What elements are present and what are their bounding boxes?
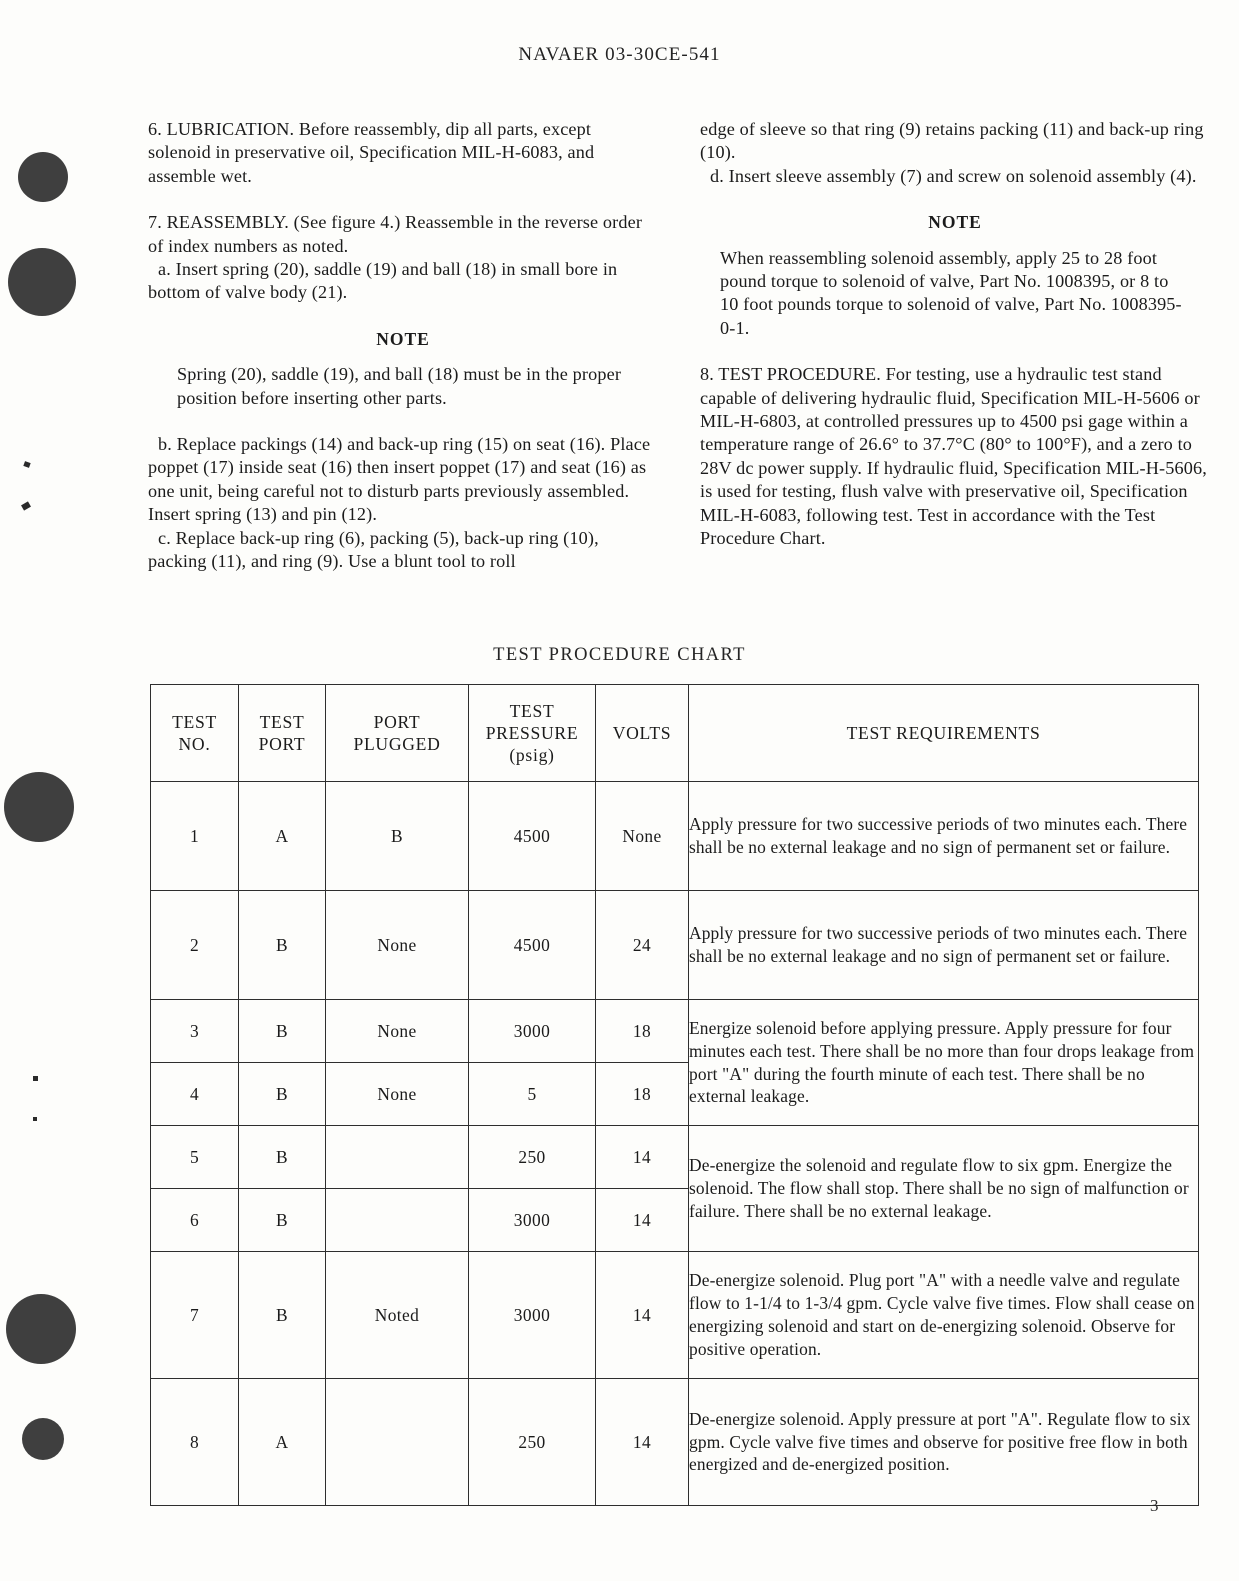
cell-test-no: 2 bbox=[151, 891, 239, 1000]
header-line: TEST bbox=[172, 712, 217, 732]
test-procedure-table bbox=[150, 684, 1199, 1506]
cell-volts: 14 bbox=[596, 1379, 689, 1506]
paragraph-8-test-procedure: 8. TEST PROCEDURE. For testing, use a hydraulic test stand capable of delivering hydraulic fluid, Specification MIL-H-5606 or MIL-H-6803, at controlled pressures up to 4500 psi gage within a temperature range of 26.6° to 37.7°C (80° to 100°F), and a zero to 28V dc power supply. If hydraulic fluid, Specification MIL-H-5606, is used for testing, flush valve with preservative oil, Specification MIL-H-6083, following test. Test in accordance with the Test Procedure Chart. bbox=[700, 364, 1207, 549]
cell-test-port: A bbox=[239, 782, 326, 891]
column-header-test-port bbox=[239, 685, 326, 782]
cell-test-pressure: 3000 bbox=[469, 1252, 596, 1379]
paragraph-7-step-b: b. Replace packings (14) and back-up ring (15) on seat (16). Place poppet (17) inside seat (16) then insert poppet (17) and seat (16) as one unit, being careful not to disturb parts previously assembled. Insert spring (13) and pin (12). bbox=[148, 434, 651, 525]
punch-hole-mark-3 bbox=[4, 772, 74, 842]
cell-test-requirements: Energize solenoid before applying pressure. Apply pressure for four minutes each test. There shall be no more than four drops leakage from port "A" during the fourth minute of each test. There shall be no external leakage. bbox=[689, 1000, 1199, 1126]
table-row bbox=[151, 1379, 1199, 1506]
table-row bbox=[151, 1252, 1199, 1379]
cell-port-plugged bbox=[326, 1126, 469, 1189]
cell-test-port: B bbox=[239, 891, 326, 1000]
cell-test-pressure: 250 bbox=[469, 1379, 596, 1506]
note-body-right: When reassembling solenoid assembly, apply 25 to 28 foot pound torque to solenoid of valve, Part No. 1008395, or 8 to 10 foot pounds torque to solenoid of valve, Part No. 1008395-0-1. bbox=[720, 247, 1182, 338]
column-header-test-no bbox=[151, 685, 239, 782]
header-line: PLUGGED bbox=[353, 734, 441, 754]
header-line: (psig) bbox=[509, 745, 555, 765]
cell-volts: 14 bbox=[596, 1126, 689, 1189]
scan-speck-2 bbox=[21, 501, 31, 510]
cell-port-plugged: None bbox=[326, 891, 469, 1000]
cell-port-plugged: None bbox=[326, 1000, 469, 1063]
cell-volts: 14 bbox=[596, 1189, 689, 1252]
column-header-port-plugged bbox=[326, 685, 469, 782]
cell-test-pressure: 5 bbox=[469, 1063, 596, 1126]
table-row bbox=[151, 1126, 1199, 1189]
document-header-number: NAVAER 03-30CE-541 bbox=[518, 44, 721, 65]
cell-test-no: 1 bbox=[151, 782, 239, 891]
cell-test-no: 5 bbox=[151, 1126, 239, 1189]
paragraph-7-step-a: a. Insert spring (20), saddle (19) and ball (18) in small bore in bottom of valve body (21). bbox=[148, 259, 618, 303]
punch-hole-mark-1 bbox=[18, 152, 68, 202]
cell-test-no: 7 bbox=[151, 1252, 239, 1379]
table-row bbox=[151, 782, 1199, 891]
cell-test-requirements: De-energize solenoid. Plug port "A" with a needle valve and regulate flow to 1-1/4 to 1-3/4 gpm. Cycle valve five times. Flow shall cease on energizing solenoid and start on de-energizing solenoid. Observe for positive operation. bbox=[689, 1252, 1199, 1379]
table-row bbox=[151, 891, 1199, 1000]
cell-volts: 24 bbox=[596, 891, 689, 1000]
cell-test-no: 4 bbox=[151, 1063, 239, 1126]
paragraph-7-reassembly: 7. REASSEMBLY. (See figure 4.) Reassemble in the reverse order of index numbers as noted. bbox=[148, 212, 643, 256]
scan-speck-4 bbox=[33, 1117, 37, 1121]
punch-hole-mark-5 bbox=[22, 1418, 64, 1460]
table-header-row bbox=[151, 685, 1199, 782]
cell-volts: 18 bbox=[596, 1063, 689, 1126]
cell-test-pressure: 250 bbox=[469, 1126, 596, 1189]
cell-test-no: 6 bbox=[151, 1189, 239, 1252]
cell-test-port: B bbox=[239, 1063, 326, 1126]
header-line: PORT bbox=[258, 734, 306, 754]
cell-test-requirements: Apply pressure for two successive periods of two minutes each. There shall be no external leakage and no sign of permanent set or failure. bbox=[689, 891, 1199, 1000]
scan-speck-1 bbox=[23, 461, 30, 468]
note-heading-left: NOTE bbox=[376, 328, 430, 349]
header-line: PORT bbox=[373, 712, 421, 732]
cell-volts: 18 bbox=[596, 1000, 689, 1063]
test-procedure-chart-title: TEST PROCEDURE CHART bbox=[493, 645, 746, 665]
table-row bbox=[151, 1000, 1199, 1063]
paragraph-7-step-d: d. Insert sleeve assembly (7) and screw on solenoid assembly (4). bbox=[710, 165, 1197, 186]
paragraph-7-step-c: c. Replace back-up ring (6), packing (5), back-up ring (10), packing (11), and ring (9). Use a blunt tool to roll bbox=[148, 527, 599, 572]
left-text-column bbox=[148, 118, 658, 574]
header-line: NO. bbox=[178, 734, 211, 754]
cell-port-plugged: None bbox=[326, 1063, 469, 1126]
cell-test-port: B bbox=[239, 1126, 326, 1189]
header-line: VOLTS bbox=[612, 723, 672, 743]
right-text-column bbox=[700, 118, 1210, 551]
cell-test-requirements: De-energize the solenoid and regulate flow to six gpm. Energize the solenoid. The flow shall stop. There shall be no sign of malfunction or failure. There shall be no external leakage. bbox=[689, 1126, 1199, 1252]
cell-test-requirements: De-energize solenoid. Apply pressure at port "A". Regulate flow to six gpm. Cycle valve five times and observe for positive free flow in both energized and de-energized position. bbox=[689, 1379, 1199, 1506]
cell-test-pressure: 4500 bbox=[469, 782, 596, 891]
header-line: TEST REQUIREMENTS bbox=[846, 723, 1041, 743]
column-header-test-pressure bbox=[469, 685, 596, 782]
paragraph-7-step-c-continued: edge of sleeve so that ring (9) retains packing (11) and back-up ring (10). bbox=[700, 119, 1204, 163]
page-number: 3 bbox=[1150, 1496, 1159, 1515]
column-header-test-requirements bbox=[689, 685, 1199, 782]
header-line: TEST bbox=[259, 712, 305, 732]
paragraph-6-lubrication: 6. LUBRICATION. Before reassembly, dip all parts, except solenoid in preservative oil, Specification MIL-H-6083, and assemble wet. bbox=[148, 119, 595, 186]
cell-volts: None bbox=[596, 782, 689, 891]
cell-test-requirements: Apply pressure for two successive periods of two minutes each. There shall be no external leakage and no sign of permanent set or failure. bbox=[689, 782, 1199, 891]
punch-hole-mark-2 bbox=[8, 248, 76, 316]
cell-test-pressure: 4500 bbox=[469, 891, 596, 1000]
note-heading-right: NOTE bbox=[928, 212, 982, 233]
cell-port-plugged bbox=[326, 1379, 469, 1506]
cell-test-port: B bbox=[239, 1252, 326, 1379]
header-line: TEST bbox=[509, 701, 555, 721]
scan-speck-3 bbox=[33, 1076, 38, 1081]
cell-test-port: B bbox=[239, 1189, 326, 1252]
cell-test-no: 8 bbox=[151, 1379, 239, 1506]
cell-test-pressure: 3000 bbox=[469, 1189, 596, 1252]
cell-test-pressure: 3000 bbox=[469, 1000, 596, 1063]
cell-volts: 14 bbox=[596, 1252, 689, 1379]
cell-test-port: B bbox=[239, 1000, 326, 1063]
column-header-volts bbox=[596, 685, 689, 782]
header-line: PRESSURE bbox=[485, 723, 579, 743]
punch-hole-mark-4 bbox=[6, 1294, 76, 1364]
cell-test-port: A bbox=[239, 1379, 326, 1506]
test-procedure-chart-wrapper bbox=[150, 684, 1198, 1506]
cell-port-plugged: B bbox=[326, 782, 469, 891]
cell-port-plugged: Noted bbox=[326, 1252, 469, 1379]
cell-port-plugged bbox=[326, 1189, 469, 1252]
note-body-left: Spring (20), saddle (19), and ball (18) must be in the proper position before inserting other parts. bbox=[177, 364, 622, 408]
cell-test-no: 3 bbox=[151, 1000, 239, 1063]
